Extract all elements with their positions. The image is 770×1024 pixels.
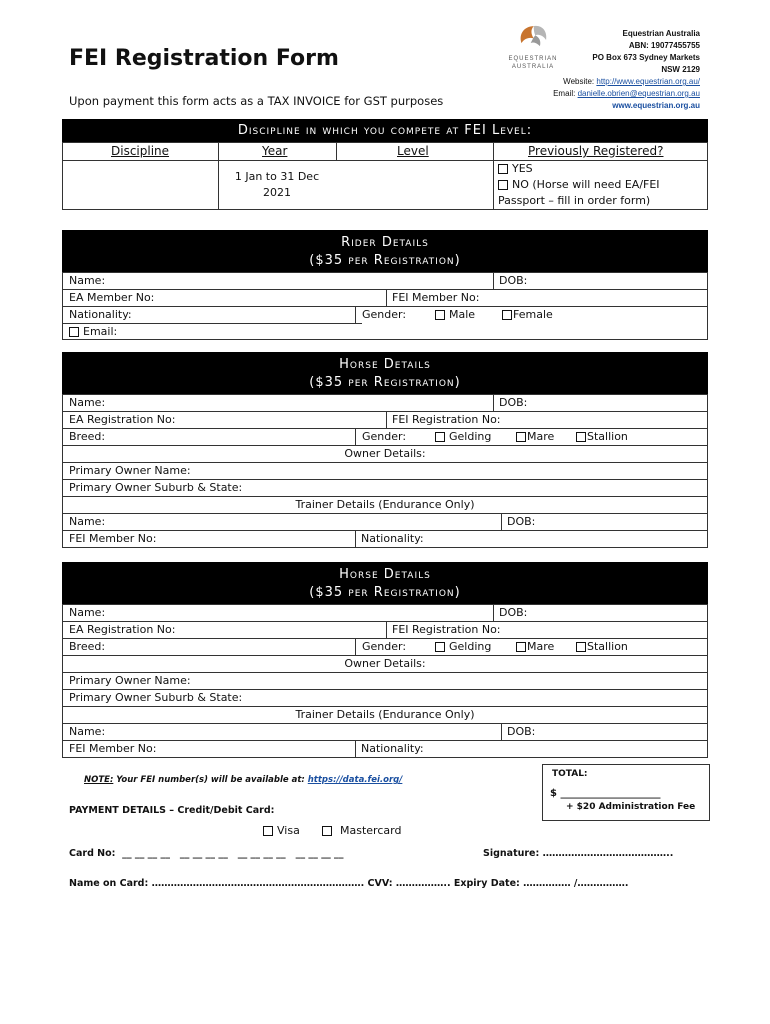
horse2-breed-label: Breed: [69, 640, 106, 653]
col-year: Year [262, 144, 288, 158]
org-po-box: PO Box 673 Sydney Markets [592, 53, 700, 62]
horse2-dob-label: DOB: [499, 606, 528, 619]
org-contact-block: Equestrian Australia ABN: 19077455755 PO Box 673 Sydney Markets NSW 2129 Website: http://www.equestrian.org.au/ Email: danielle.obrien@equestrian.org.au www.equestrian.org.au [553, 29, 700, 110]
horse1-heading: Horse Details ($35 per Registration) [62, 352, 708, 394]
horse2-trainer-dob-label: DOB: [507, 725, 536, 738]
mastercard-checkbox[interactable] [322, 826, 332, 836]
horse1-breed-label: Breed: [69, 430, 106, 443]
horse2-stallion-option[interactable]: Stallion [576, 640, 628, 653]
horse2-owner-details: Owner Details: [344, 657, 426, 670]
stallion-checkbox[interactable] [576, 642, 586, 652]
mastercard-option[interactable]: Mastercard [322, 824, 401, 837]
org-abn: ABN: 19077455755 [628, 41, 700, 50]
horse1-trainer-fei-label: FEI Member No: [69, 532, 157, 545]
horse2-trainer-name-label: Name: [69, 725, 106, 738]
rider-ea-member-label: EA Member No: [69, 291, 155, 304]
stallion-checkbox[interactable] [576, 432, 586, 442]
horse2-trainer-fei-label: FEI Member No: [69, 742, 157, 755]
year-value: 1 Jan to 31 Dec 2021 [234, 170, 320, 199]
fei-number-note: NOTE: Your FEI number(s) will be available at: https://data.fei.org/ [84, 775, 403, 785]
discipline-heading: Discipline in which you compete at FEI Level: [62, 119, 708, 142]
logo-text: EQUESTRIAN AUSTRALIA [508, 56, 558, 70]
rider-gender-label: Gender: [362, 308, 407, 321]
fei-data-link[interactable]: https://data.fei.org/ [307, 775, 403, 785]
card-number-field[interactable]: Card No: __ __ __ __ __ __ __ __ __ __ __ __ __ __ __ __ [69, 848, 344, 859]
gelding-checkbox[interactable] [435, 432, 445, 442]
horse1-name-label: Name: [69, 396, 106, 409]
col-discipline: Discipline [111, 144, 170, 158]
horse1-trainer-dob-label: DOB: [507, 515, 536, 528]
signature-field[interactable]: Signature: ………………………………….. [483, 848, 674, 859]
horse2-gelding-option[interactable]: Gelding [435, 640, 491, 653]
mare-checkbox[interactable] [516, 642, 526, 652]
horse1-trainer-nationality-label: Nationality: [361, 532, 424, 545]
horse1-primary-owner-label: Primary Owner Name: [69, 464, 191, 477]
rider-heading: Rider Details ($35 per Registration) [62, 230, 708, 272]
horse2-primary-suburb-label: Primary Owner Suburb & State: [69, 691, 243, 704]
mare-checkbox[interactable] [516, 432, 526, 442]
rider-nationality-label: Nationality: [69, 308, 132, 321]
gelding-checkbox[interactable] [435, 642, 445, 652]
rider-female-option[interactable]: Female [502, 308, 553, 321]
horse2-gender-label: Gender: [362, 640, 407, 653]
horse2-trainer-nationality-label: Nationality: [361, 742, 424, 755]
horse1-trainer-name-label: Name: [69, 515, 106, 528]
horse1-trainer-heading: Trainer Details (Endurance Only) [295, 498, 475, 511]
prev-no-option[interactable]: NO (Horse will need EA/FEI [498, 178, 660, 191]
rider-name-label: Name: [69, 274, 106, 287]
tax-invoice-note: Upon payment this form acts as a TAX INVOICE for GST purposes [69, 94, 444, 108]
horse1-fei-reg-label: FEI Registration No: [392, 413, 501, 426]
yes-checkbox[interactable] [498, 164, 508, 174]
prev-no-note: Passport – fill in order form) [498, 194, 651, 207]
horse2-primary-owner-label: Primary Owner Name: [69, 674, 191, 687]
rider-male-option[interactable]: Male [435, 308, 475, 321]
horse2-trainer-heading: Trainer Details (Endurance Only) [295, 708, 475, 721]
name-cvv-expiry-field[interactable]: Name on Card: …………………………………………………………. CVV: …………….. Expiry Date: …………… /……………. [69, 878, 629, 889]
male-checkbox[interactable] [435, 310, 445, 320]
female-checkbox[interactable] [502, 310, 512, 320]
rider-fei-member-label: FEI Member No: [392, 291, 480, 304]
org-state: NSW 2129 [661, 65, 700, 74]
email-checkbox[interactable] [69, 327, 79, 337]
horse1-owner-details: Owner Details: [344, 447, 426, 460]
website-short: www.equestrian.org.au [612, 101, 700, 110]
horse1-gelding-option[interactable]: Gelding [435, 430, 491, 443]
horse1-primary-suburb-label: Primary Owner Suburb & State: [69, 481, 243, 494]
payment-details-label: PAYMENT DETAILS – Credit/Debit Card: [69, 805, 275, 816]
horse2-heading: Horse Details ($35 per Registration) [62, 562, 708, 604]
prev-yes-option[interactable]: YES [498, 162, 533, 175]
horse2-fei-reg-label: FEI Registration No: [392, 623, 501, 636]
horse1-gender-label: Gender: [362, 430, 407, 443]
horse2-mare-option[interactable]: Mare [516, 640, 554, 653]
horse1-ea-reg-label: EA Registration No: [69, 413, 176, 426]
total-label: TOTAL: [552, 769, 588, 779]
total-amount-field[interactable]: $ ____________________ [550, 788, 661, 799]
horse1-dob-label: DOB: [499, 396, 528, 409]
website-link[interactable]: http://www.equestrian.org.au/ [596, 77, 700, 86]
horse1-stallion-option[interactable]: Stallion [576, 430, 628, 443]
horse2-ea-reg-label: EA Registration No: [69, 623, 176, 636]
rider-dob-label: DOB: [499, 274, 528, 287]
visa-option[interactable]: Visa [263, 824, 300, 837]
visa-checkbox[interactable] [263, 826, 273, 836]
org-name: Equestrian Australia [622, 29, 700, 38]
rider-email-option[interactable]: Email: [69, 325, 117, 338]
horse1-mare-option[interactable]: Mare [516, 430, 554, 443]
col-level: Level [397, 144, 429, 158]
col-previously-registered: Previously Registered? [528, 144, 664, 158]
admin-fee-note: + $20 Administration Fee [566, 802, 696, 812]
horse2-name-label: Name: [69, 606, 106, 619]
page-title: FEI Registration Form [69, 46, 339, 71]
no-checkbox[interactable] [498, 180, 508, 190]
email-link[interactable]: danielle.obrien@equestrian.org.au [577, 89, 700, 98]
